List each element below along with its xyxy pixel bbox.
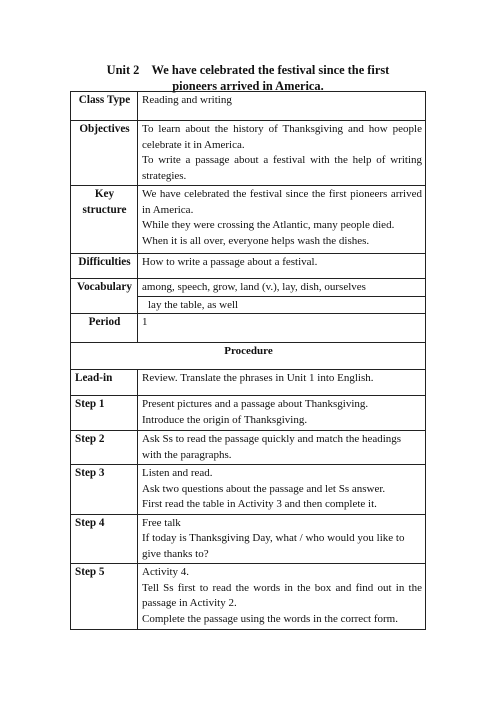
lead-in-content: Review. Translate the phrases in Unit 1 into English. (138, 370, 426, 396)
period-value: 1 (138, 314, 426, 343)
key-structure-3: When it is all over, everyone helps wash the dishes. (142, 234, 370, 247)
objectives-value (138, 121, 426, 186)
step-1-label: Step 1 (71, 396, 138, 431)
objective-1: To learn about the history of Thanksgiving and how people celebrate it in America. (142, 123, 422, 151)
document-title (70, 62, 426, 94)
row-objectives (71, 121, 426, 186)
vocabulary-label: Vocabulary (71, 279, 138, 314)
row-step-1 (71, 396, 426, 431)
class-type-value: Reading and writing (138, 92, 426, 121)
procedure-heading: Procedure (71, 343, 426, 370)
row-lead-in (71, 370, 426, 396)
row-period (71, 314, 426, 343)
step-3-label: Step 3 (71, 465, 138, 515)
step-4-content: Free talk If today is Thanksgiving Day, what / who would you like to give thanks to? (138, 514, 426, 564)
step-4-label: Step 4 (71, 514, 138, 564)
row-key-structure (71, 186, 426, 254)
lead-in-label: Lead-in (71, 370, 138, 396)
step-5-content: Activity 4. Tell Ss first to read the words in the box and find out in the passage in Activity 2. Complete the passage using the words in the correct form. (138, 564, 426, 630)
row-difficulties (71, 254, 426, 279)
difficulties-value: How to write a passage about a festival. (138, 254, 426, 279)
key-structure-label: Key structure (71, 186, 138, 254)
row-step-2 (71, 431, 426, 465)
step-2-content: Ask Ss to read the passage quickly and match the headings with the paragraphs. (138, 431, 426, 465)
lesson-plan-table (70, 91, 426, 630)
objective-2: To write a passage about a festival with the help of writing strategies. (142, 154, 422, 182)
objectives-label: Objectives (71, 121, 138, 186)
step-1-content: Present pictures and a passage about Thanksgiving. Introduce the origin of Thanksgiving. (138, 396, 426, 431)
row-class-type (71, 92, 426, 121)
vocabulary-value (138, 279, 426, 314)
vocabulary-phrases: lay the table, as well (138, 296, 425, 314)
vocabulary-words: among, speech, grow, land (v.), lay, dish, ourselves (142, 281, 366, 293)
row-vocabulary (71, 279, 426, 314)
key-structure-2: While they were crossing the Atlantic, many people died. (142, 219, 395, 231)
row-procedure-heading (71, 343, 426, 370)
step-5-label: Step 5 (71, 564, 138, 630)
row-step-5 (71, 564, 426, 630)
key-structure-1: We have celebrated the festival since the first pioneers arrived in America. (142, 188, 422, 216)
title-line-1: Unit 2 We have celebrated the festival since the first (106, 63, 390, 77)
title-line-2: pioneers arrived in America. (172, 79, 324, 93)
step-2-label: Step 2 (71, 431, 138, 465)
class-type-label: Class Type (71, 92, 138, 121)
period-label: Period (71, 314, 138, 343)
row-step-4 (71, 514, 426, 564)
step-3-content: Listen and read. Ask two questions about the passage and let Ss answer. First read the table in Activity 3 and then complete it. (138, 465, 426, 515)
key-structure-value (138, 186, 426, 254)
difficulties-label: Difficulties (71, 254, 138, 279)
row-step-3 (71, 465, 426, 515)
